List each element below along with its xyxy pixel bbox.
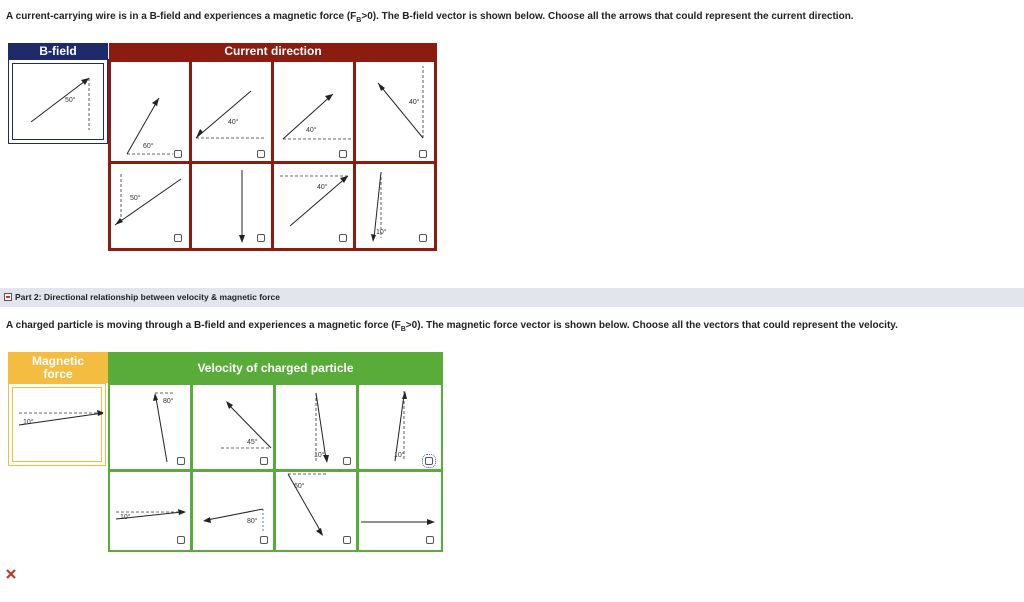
bfield-angle-label: 50° — [65, 97, 76, 104]
current-option-3-checkbox[interactable] — [339, 150, 347, 158]
bfield-header: B-field — [8, 43, 108, 59]
svg-text:10°: 10° — [314, 452, 325, 459]
velocity-option-2[interactable] — [193, 385, 273, 469]
velocity-option-7-checkbox[interactable] — [343, 536, 351, 544]
bfield-arrow — [13, 64, 105, 141]
current-option-8[interactable] — [356, 164, 434, 248]
current-option-2-checkbox[interactable] — [257, 150, 265, 158]
magnetic-force-header: Magnetic force — [8, 352, 108, 383]
velocity-option-4[interactable] — [359, 385, 441, 469]
current-option-2[interactable] — [192, 62, 271, 161]
svg-text:10°: 10° — [23, 419, 34, 426]
svg-text:45°: 45° — [247, 439, 258, 446]
current-option-8-checkbox[interactable] — [419, 234, 427, 242]
magnetic-force-arrow — [13, 388, 103, 463]
velocity-option-6[interactable] — [193, 472, 273, 550]
velocity-option-5[interactable] — [110, 472, 190, 550]
cross-icon — [5, 567, 17, 579]
velocity-option-3-checkbox[interactable] — [343, 457, 351, 465]
svg-text:40°: 40° — [306, 127, 317, 134]
velocity-option-1-checkbox[interactable] — [177, 457, 185, 465]
velocity-grid — [108, 383, 443, 552]
current-option-7-checkbox[interactable] — [339, 234, 347, 242]
current-option-1-checkbox[interactable] — [174, 150, 182, 158]
velocity-option-8[interactable] — [359, 472, 441, 550]
velocity-header: Velocity of charged particle — [108, 352, 443, 383]
current-option-4-checkbox[interactable] — [419, 150, 427, 158]
current-direction-grid — [108, 59, 437, 251]
velocity-option-5-checkbox[interactable] — [177, 536, 185, 544]
svg-text:10°: 10° — [394, 452, 405, 459]
current-direction-header: Current direction — [109, 43, 437, 59]
svg-text:40°: 40° — [317, 184, 328, 191]
svg-text:80°: 80° — [163, 398, 174, 405]
svg-text:40°: 40° — [409, 99, 420, 106]
svg-text:60°: 60° — [294, 483, 305, 490]
velocity-option-4-checkbox[interactable] — [425, 457, 433, 465]
velocity-option-3[interactable] — [276, 385, 356, 469]
velocity-option-8-checkbox[interactable] — [426, 536, 434, 544]
velocity-option-2-checkbox[interactable] — [260, 457, 268, 465]
part2-question: A charged particle is moving through a B-field and experiences a magnetic force $(F_B>0)$. The magnetic force vector is shown below. Choose all the vectors that could represent the velocity. — [6, 320, 898, 333]
current-option-6-checkbox[interactable] — [257, 234, 265, 242]
current-option-3[interactable] — [274, 62, 353, 161]
part2-header-bar[interactable] — [0, 288, 1024, 307]
svg-text:50°: 50° — [130, 195, 141, 202]
svg-text:10°: 10° — [376, 229, 387, 236]
current-option-6[interactable] — [192, 164, 271, 248]
current-option-1[interactable] — [111, 62, 189, 161]
svg-text:80°: 80° — [247, 518, 258, 525]
part1-question: A current-carrying wire is in a B-field and experiences a magnetic force $(F_B>0)$. The B-field vector is shown below. Choose all the arrows that could represent the current direction. — [6, 11, 854, 24]
velocity-option-6-checkbox[interactable] — [260, 536, 268, 544]
svg-text:10°: 10° — [120, 514, 131, 521]
current-option-5[interactable] — [111, 164, 189, 248]
magnetic-force-vector-box — [8, 383, 106, 466]
velocity-option-7[interactable] — [276, 472, 356, 550]
current-option-7[interactable] — [274, 164, 353, 248]
bfield-vector-box — [8, 59, 108, 144]
svg-text:60°: 60° — [143, 143, 154, 150]
svg-text:40°: 40° — [228, 119, 239, 126]
part2-title: Part 2: Directional relationship between velocity & magnetic force — [15, 292, 280, 302]
collapse-icon[interactable] — [4, 293, 12, 301]
current-option-5-checkbox[interactable] — [174, 234, 182, 242]
current-option-4[interactable] — [356, 62, 434, 161]
velocity-option-1[interactable] — [110, 385, 190, 469]
